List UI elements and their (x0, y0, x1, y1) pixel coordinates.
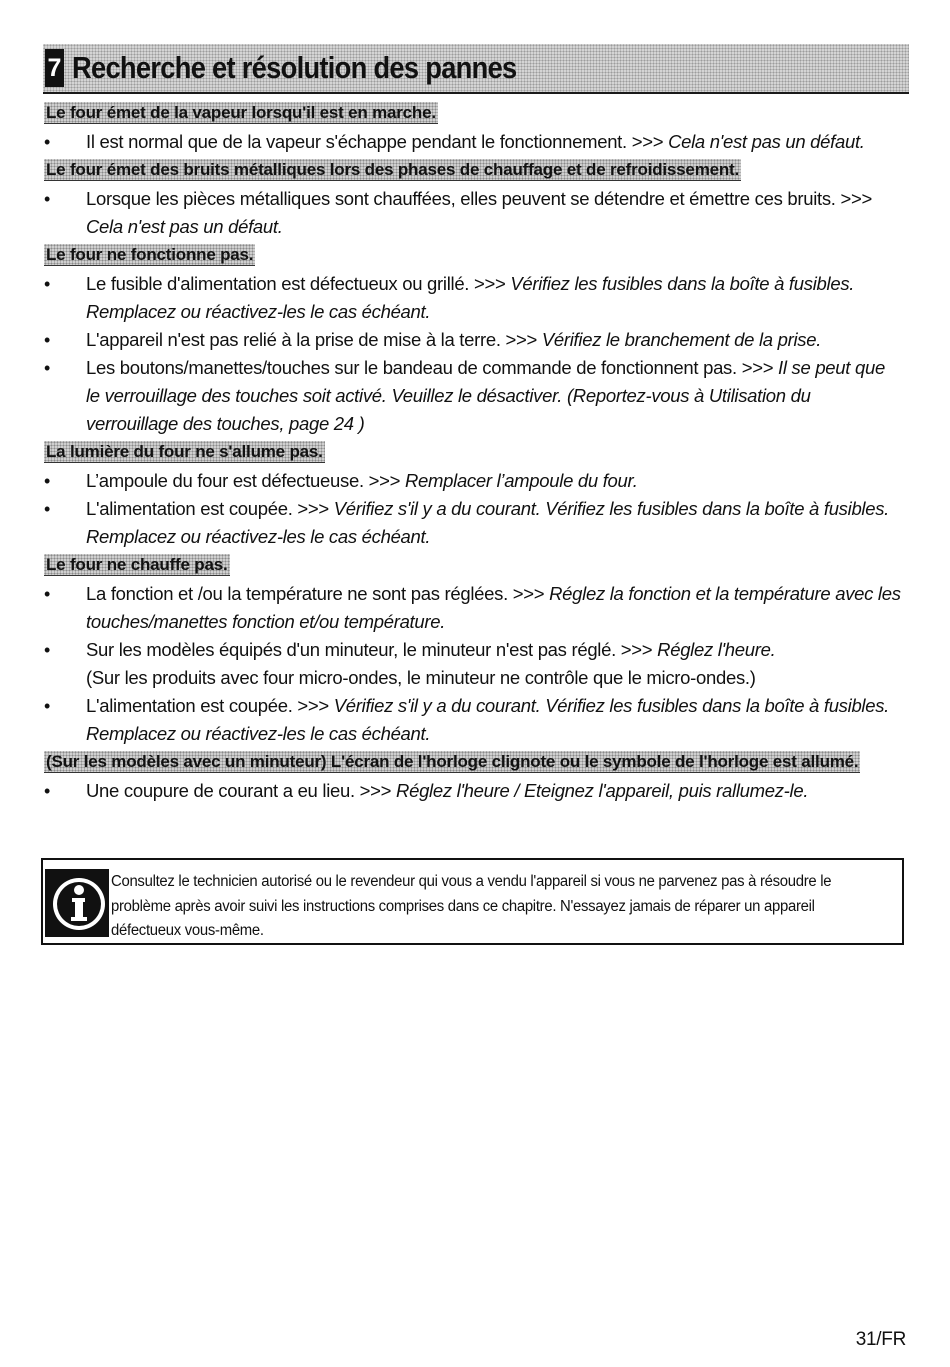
item-list (43, 580, 909, 748)
list-item (43, 270, 909, 326)
remedy-text: Cela n'est pas un défaut. (668, 131, 865, 152)
cause-text: Le fusible d'alimentation est défectueux ou grillé. >>> (86, 273, 511, 294)
remedy-text: Vérifiez les fusibles dans la boîte à fusibles. Remplacez ou réactivez-les le cas échéant. (86, 273, 855, 322)
cause-text: L'alimentation est coupée. >>> (86, 695, 334, 716)
bullet-icon: • (44, 499, 51, 519)
remedy-text: Vérifiez le branchement de la prise. (541, 329, 822, 350)
troubleshooting-content (43, 99, 909, 805)
bullet-icon: • (44, 781, 51, 801)
info-box (41, 858, 904, 945)
remedy-text: Réglez l'heure / Eteignez l'appareil, puis rallumez-le. (396, 780, 809, 801)
note-text: (Sur les produits avec four micro-ondes, le minuteur ne contrôle que le micro-ondes.) (86, 667, 756, 688)
section-title: (Sur les modèles avec un minuteur) L'écran de l'horloge clignote ou le symbole de l'horloge est allumé. (46, 752, 859, 771)
list-item (43, 467, 909, 495)
chapter-header (43, 44, 909, 94)
cause-text: Les boutons/manettes/touches sur le bandeau de commande de fonctionnent pas. >>> (86, 357, 779, 378)
remedy-text: Vérifiez s'il y a du courant. Vérifiez les fusibles dans la boîte à fusibles. Remplacez ou réactivez-les le cas échéant. (86, 695, 890, 744)
bullet-icon: • (44, 584, 51, 604)
list-item (43, 495, 909, 551)
section-title: Le four ne chauffe pas. (46, 555, 228, 574)
info-icon (45, 869, 109, 937)
bullet-icon: • (44, 132, 51, 152)
page-number: 31/FR (855, 1329, 906, 1350)
remedy-text: Vérifiez s'il y a du courant. Vérifiez les fusibles dans la boîte à fusibles. Remplacez ou réactivez-les le cas échéant. (86, 498, 890, 547)
list-item (43, 692, 909, 748)
list-item (43, 636, 909, 692)
section-title: La lumière du four ne s'allume pas. (46, 442, 323, 461)
chapter-number: 7 (45, 49, 64, 87)
item-list (43, 270, 909, 438)
cause-text: L’ampoule du four est défectueuse. >>> (86, 470, 405, 491)
bullet-icon: • (44, 696, 51, 716)
section-title-row (43, 551, 909, 580)
section-title-row (43, 99, 909, 128)
cause-text: Une coupure de courant a eu lieu. >>> (86, 780, 397, 801)
section (43, 156, 909, 241)
section (43, 241, 909, 438)
section-title-row (43, 156, 909, 185)
remedy-text: Il se peut que le verrouillage des touches soit activé. Veuillez le désactiver. (Reportez-vous à Utilisation du verrouillage des touches, page 24 ) (86, 357, 885, 434)
section (43, 748, 909, 805)
item-list (43, 777, 909, 805)
cause-text: L'alimentation est coupée. >>> (86, 498, 334, 519)
section (43, 438, 909, 551)
remedy-text: Remplacer l’ampoule du four. (404, 470, 638, 491)
section (43, 551, 909, 748)
section-title: Le four émet de la vapeur lorsqu'il est en marche. (46, 103, 436, 122)
list-item (43, 326, 909, 354)
bullet-icon: • (44, 189, 51, 209)
section-title-row (43, 438, 909, 467)
cause-text: L'appareil n'est pas relié à la prise de mise à la terre. >>> (86, 329, 542, 350)
chapter-title: Recherche et résolution des pannes (72, 50, 517, 85)
bullet-icon: • (44, 274, 51, 294)
section-title: Le four ne fonctionne pas. (46, 245, 254, 264)
item-list (43, 467, 909, 551)
list-item (43, 128, 909, 156)
remedy-text: Réglez l'heure. (657, 639, 776, 660)
bullet-icon: • (44, 358, 51, 378)
section (43, 99, 909, 156)
remedy-text: Cela n'est pas un défaut. (86, 216, 283, 237)
bullet-icon: • (44, 471, 51, 491)
list-item (43, 185, 909, 241)
cause-text: Sur les modèles équipés d'un minuteur, le minuteur n'est pas réglé. >>> (86, 639, 658, 660)
cause-text: Il est normal que de la vapeur s'échappe pendant le fonctionnement. >>> (86, 131, 669, 152)
cause-text: Lorsque les pièces métalliques sont chauffées, elles peuvent se détendre et émettre ces bruits. >>> (86, 188, 872, 209)
remedy-text: Réglez la fonction et la température avec les touches/manettes fonction et/ou température. (86, 583, 901, 632)
section-title: Le four émet des bruits métalliques lors des phases de chauffage et de refroidissement. (46, 160, 740, 179)
section-title-row (43, 748, 909, 777)
list-item (43, 580, 909, 636)
list-item (43, 777, 909, 805)
cause-text: La fonction et /ou la température ne sont pas réglées. >>> (86, 583, 550, 604)
item-list (43, 128, 909, 156)
list-item (43, 354, 909, 438)
bullet-icon: • (44, 330, 51, 350)
info-text: Consultez le technicien autorisé ou le revendeur qui vous a vendu l'appareil si vous ne parvenez pas à résoudre le problème après avoir suivi les instructions comprises dans ce chapitre. N'essayez jamais de réparer un appareil défectueux vous-même. (111, 873, 832, 939)
section-title-row (43, 241, 909, 270)
item-list (43, 185, 909, 241)
bullet-icon: • (44, 640, 51, 660)
